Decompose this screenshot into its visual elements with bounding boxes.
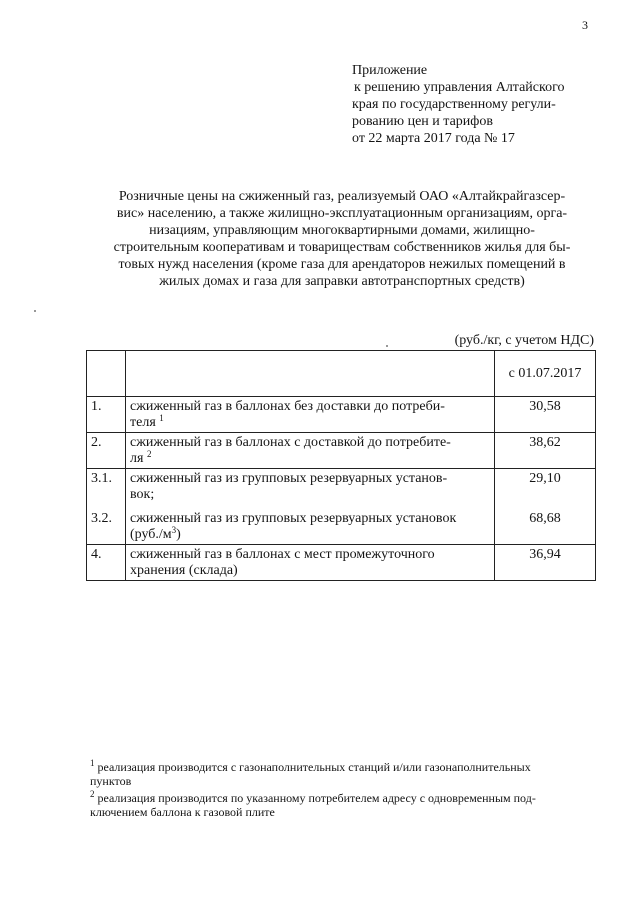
description-line: сжиженный газ из групповых резервуарных установок xyxy=(130,511,457,526)
row-number: 4. xyxy=(87,545,126,581)
row-number-3-2: 3.2. xyxy=(91,511,112,526)
row-price: 30,58 xyxy=(495,397,596,433)
title-line: товых нужд населения (кроме газа для арендаторов нежилых помещений в xyxy=(118,257,566,272)
table-header-row xyxy=(87,351,596,397)
description-line: сжиженный газ в баллонах без доставки до потреби- xyxy=(130,399,445,414)
footnote-line: пунктов xyxy=(90,774,132,788)
description-line: сжиженный газ в баллонах с доставкой до потребите- xyxy=(130,435,451,450)
description-text: (руб./м xyxy=(130,527,172,542)
footnote-line xyxy=(90,791,590,805)
row-price: 36,94 xyxy=(495,545,596,581)
title-line: жилых домах и газа для заправки автотранспортных средств) xyxy=(159,274,525,289)
scan-speck xyxy=(34,310,36,312)
footnotes xyxy=(90,760,590,822)
footnote-2 xyxy=(90,791,590,819)
title-line: вис» населению, а также жилищно-эксплуатационным организациям, орга- xyxy=(116,206,568,221)
row-description xyxy=(126,433,495,469)
description-line xyxy=(130,527,490,543)
description-line xyxy=(130,415,490,431)
row-description xyxy=(126,545,495,581)
description-line: вок; xyxy=(130,487,155,502)
row-number: 2. xyxy=(87,433,126,469)
page-number: 3 xyxy=(582,18,588,32)
table-row xyxy=(87,397,596,433)
row-number xyxy=(87,469,126,545)
document-title xyxy=(88,188,596,290)
row-description xyxy=(126,397,495,433)
row-description xyxy=(126,469,495,545)
description-text: ля xyxy=(130,451,144,466)
description-line xyxy=(130,451,490,467)
appendix-line: рованию цен и тарифов xyxy=(352,114,493,129)
title-line: низациям, управляющим многоквартирными домами, жилищно- xyxy=(149,223,535,238)
unit-exponent: 3 xyxy=(171,525,177,535)
footnote-ref: 1 xyxy=(159,413,164,423)
price-3-2: 68,68 xyxy=(529,511,561,526)
description-line: хранения (склада) xyxy=(130,563,238,578)
header-number-cell xyxy=(87,351,126,397)
row-number: 1. xyxy=(87,397,126,433)
footnote-text: реализация производится с газонаполнительных станций и/или газонаполнительных xyxy=(97,760,531,774)
description-text: ) xyxy=(176,527,181,542)
title-line: Розничные цены на сжиженный газ, реализуемый ОАО «Алтайкрайгазсер- xyxy=(118,189,566,204)
row-price: 38,62 xyxy=(495,433,596,469)
table-row-group-3 xyxy=(87,469,596,545)
description-line: сжиженный газ в баллонах с мест промежуточного xyxy=(130,547,435,562)
units-label: (руб./кг, с учетом НДС) xyxy=(454,333,594,348)
footnote-mark: 1 xyxy=(90,758,95,768)
footnote-1 xyxy=(90,760,590,788)
price-3-1: 29,10 xyxy=(529,471,561,486)
footnote-ref: 2 xyxy=(146,449,152,459)
appendix-line: Приложение xyxy=(352,63,428,78)
title-line: строительным кооперативам и товариществам собственников жилья для бы- xyxy=(113,240,571,255)
table-row xyxy=(87,545,596,581)
footnote-mark: 2 xyxy=(90,789,95,799)
header-date-cell: с 01.07.2017 xyxy=(495,351,596,397)
appendix-header xyxy=(352,62,602,147)
appendix-line: от 22 марта 2017 года № 17 xyxy=(352,131,515,146)
header-name-cell xyxy=(126,351,495,397)
appendix-line: края по государственному регули- xyxy=(352,97,556,112)
row-price xyxy=(495,469,596,545)
description-text: теля xyxy=(130,415,156,430)
description-line: сжиженный газ из групповых резервуарных установ- xyxy=(130,471,448,486)
price-table xyxy=(86,350,596,581)
appendix-line: к решению управления Алтайского xyxy=(354,80,565,95)
footnote-text: реализация производится по указанному потребителем адресу с одновременным под- xyxy=(97,791,536,805)
row-number-3-1: 3.1. xyxy=(91,471,112,486)
footnote-line: ключением баллона к газовой плите xyxy=(90,805,275,819)
footnote-line xyxy=(90,760,590,774)
table-row xyxy=(87,433,596,469)
